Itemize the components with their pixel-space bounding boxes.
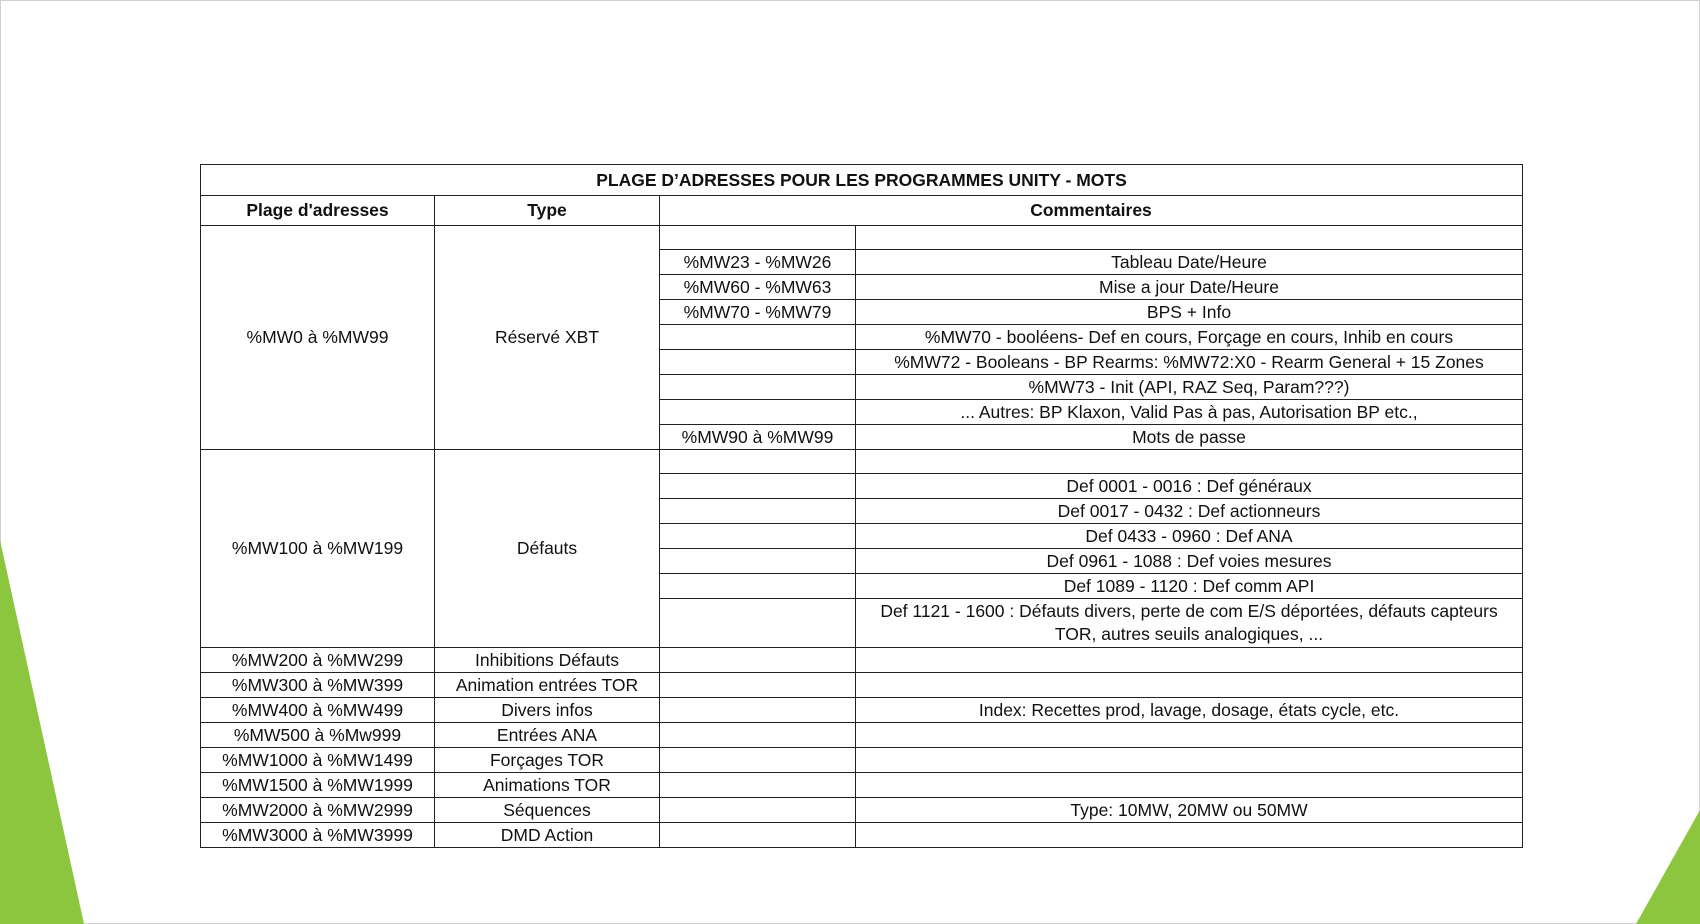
sub-range-cell	[660, 648, 856, 673]
table-row	[201, 648, 1523, 673]
type-cell: Forçages TOR	[435, 748, 660, 773]
table-row	[201, 226, 1523, 250]
sub-range-cell: %MW70 - %MW79	[660, 300, 856, 325]
sub-range-cell	[660, 375, 856, 400]
type-cell: DMD Action	[435, 823, 660, 848]
range-cell: %MW200 à %MW299	[201, 648, 435, 673]
type-cell: Entrées ANA	[435, 723, 660, 748]
type-cell: Réservé XBT	[435, 226, 660, 450]
comment-cell: Def 1121 - 1600 : Défauts divers, perte de com E/S déportées, défauts capteurs TOR, autres seuils analogiques, ...	[856, 599, 1523, 648]
comment-cell: Tableau Date/Heure	[856, 250, 1523, 275]
comment-cell	[856, 723, 1523, 748]
comment-cell: Index: Recettes prod, lavage, dosage, états cycle, etc.	[856, 698, 1523, 723]
type-cell: Animation entrées TOR	[435, 673, 660, 698]
sub-range-cell	[660, 474, 856, 499]
comment-cell	[856, 450, 1523, 474]
green-corner-right-decoration	[1636, 810, 1700, 924]
address-range-table	[200, 164, 1523, 848]
range-cell: %MW1000 à %MW1499	[201, 748, 435, 773]
sub-range-cell	[660, 350, 856, 375]
comment-cell	[856, 823, 1523, 848]
comment-cell: Def 0961 - 1088 : Def voies mesures	[856, 549, 1523, 574]
sub-range-cell	[660, 524, 856, 549]
sub-range-cell	[660, 773, 856, 798]
comment-cell	[856, 673, 1523, 698]
type-cell: Inhibitions Défauts	[435, 648, 660, 673]
sub-range-cell	[660, 499, 856, 524]
sub-range-cell	[660, 574, 856, 599]
comment-cell: Def 1089 - 1120 : Def comm API	[856, 574, 1523, 599]
header-range: Plage d'adresses	[201, 196, 435, 226]
range-cell: %MW2000 à %MW2999	[201, 798, 435, 823]
header-comments: Commentaires	[660, 196, 1523, 226]
table-row	[201, 450, 1523, 474]
table-row	[201, 698, 1523, 723]
type-cell: Animations TOR	[435, 773, 660, 798]
comment-cell: %MW72 - Booleans - BP Rearms: %MW72:X0 - Rearm General + 15 Zones	[856, 350, 1523, 375]
sub-range-cell	[660, 798, 856, 823]
comment-cell: Def 0001 - 0016 : Def généraux	[856, 474, 1523, 499]
comment-cell: Def 0017 - 0432 : Def actionneurs	[856, 499, 1523, 524]
sub-range-cell	[660, 698, 856, 723]
comment-cell	[856, 748, 1523, 773]
type-cell: Séquences	[435, 798, 660, 823]
sub-range-cell	[660, 673, 856, 698]
range-cell: %MW300 à %MW399	[201, 673, 435, 698]
sub-range-cell	[660, 400, 856, 425]
sub-range-cell	[660, 226, 856, 250]
comment-cell: Def 0433 - 0960 : Def ANA	[856, 524, 1523, 549]
green-corner-left-decoration	[0, 540, 90, 924]
sub-range-cell	[660, 599, 856, 648]
type-cell: Divers infos	[435, 698, 660, 723]
header-type: Type	[435, 196, 660, 226]
range-cell: %MW0 à %MW99	[201, 226, 435, 450]
comment-cell: %MW70 - booléens- Def en cours, Forçage en cours, Inhib en cours	[856, 325, 1523, 350]
sub-range-cell: %MW23 - %MW26	[660, 250, 856, 275]
type-cell: Défauts	[435, 450, 660, 648]
table-row	[201, 798, 1523, 823]
range-cell: %MW100 à %MW199	[201, 450, 435, 648]
table-row	[201, 773, 1523, 798]
range-cell: %MW3000 à %MW3999	[201, 823, 435, 848]
sub-range-cell: %MW60 - %MW63	[660, 275, 856, 300]
comment-cell: Mots de passe	[856, 425, 1523, 450]
range-cell: %MW500 à %Mw999	[201, 723, 435, 748]
sub-range-cell: %MW90 à %MW99	[660, 425, 856, 450]
table-row	[201, 823, 1523, 848]
table-row	[201, 673, 1523, 698]
comment-cell: BPS + Info	[856, 300, 1523, 325]
sub-range-cell	[660, 549, 856, 574]
comment-cell: Mise a jour Date/Heure	[856, 275, 1523, 300]
range-cell: %MW1500 à %MW1999	[201, 773, 435, 798]
table-row	[201, 748, 1523, 773]
table-row	[201, 723, 1523, 748]
comment-cell: ... Autres: BP Klaxon, Valid Pas à pas, Autorisation BP etc.,	[856, 400, 1523, 425]
comment-cell	[856, 648, 1523, 673]
comment-cell: Type: 10MW, 20MW ou 50MW	[856, 798, 1523, 823]
sub-range-cell	[660, 325, 856, 350]
comment-cell: %MW73 - Init (API, RAZ Seq, Param???)	[856, 375, 1523, 400]
sub-range-cell	[660, 748, 856, 773]
range-cell: %MW400 à %MW499	[201, 698, 435, 723]
table-title: PLAGE D’ADRESSES POUR LES PROGRAMMES UNITY - MOTS	[201, 165, 1523, 196]
sub-range-cell	[660, 723, 856, 748]
sub-range-cell	[660, 450, 856, 474]
comment-cell	[856, 226, 1523, 250]
sub-range-cell	[660, 823, 856, 848]
comment-cell	[856, 773, 1523, 798]
